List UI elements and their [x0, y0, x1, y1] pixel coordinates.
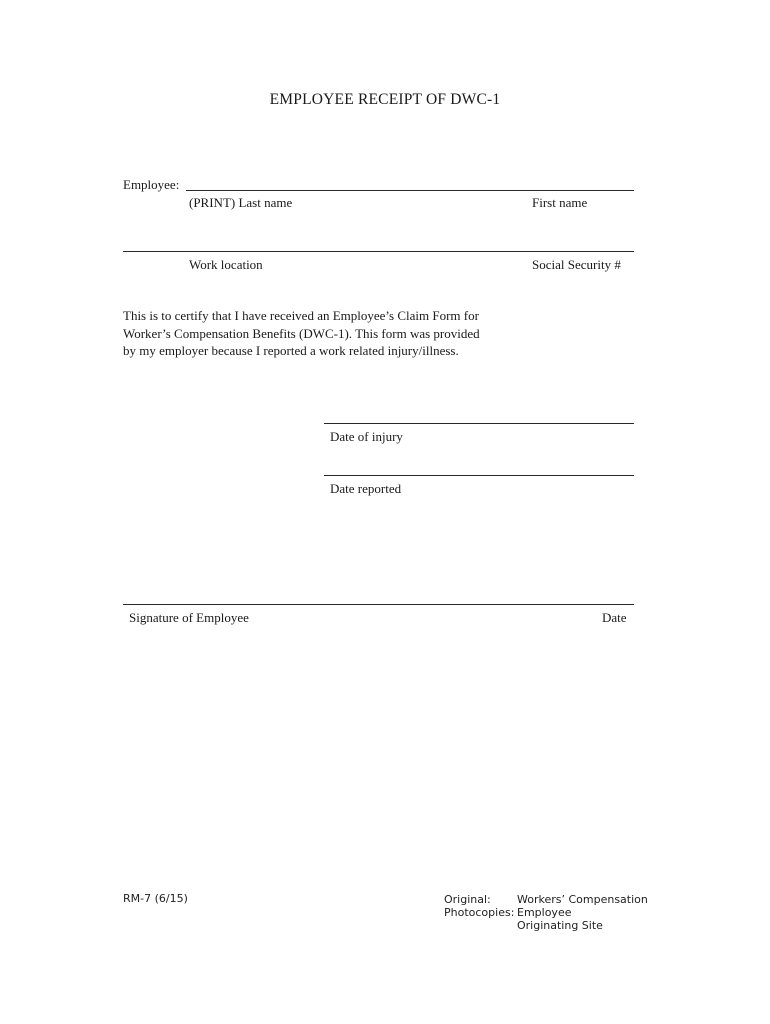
distribution-labels — [444, 893, 514, 919]
date-reported-caption: Date reported — [330, 481, 402, 496]
employee-name-line[interactable] — [186, 190, 634, 191]
work-location-caption: Work location — [189, 257, 263, 272]
date-of-injury-line[interactable] — [324, 423, 634, 424]
form-id: RM-7 (6/15) — [123, 892, 188, 905]
distribution-destinations — [517, 893, 648, 932]
date-of-injury-caption: Date of injury — [330, 429, 403, 444]
first-name-caption: First name — [532, 195, 588, 210]
employee-label: Employee: — [123, 177, 180, 192]
signature-line[interactable] — [123, 604, 634, 605]
original-destination: Workers’ Compensation — [517, 893, 648, 906]
original-label: Original: — [444, 893, 491, 906]
work-location-line[interactable] — [123, 251, 634, 252]
signature-caption: Signature of Employee — [129, 610, 249, 625]
photocopy-destination-employee: Employee — [517, 906, 572, 919]
date-reported-line[interactable] — [324, 475, 634, 476]
certification-paragraph: This is to certify that I have received an Employee’s Claim Form for Worker’s Compensation Benefits (DWC-1). This form was provided by my employer because I reported a work related injury/illness. — [123, 308, 480, 358]
form-title: EMPLOYEE RECEIPT OF DWC-1 — [269, 91, 501, 108]
signature-date-caption: Date — [602, 610, 627, 625]
photocopies-label: Photocopies: — [444, 906, 515, 919]
ssn-caption: Social Security # — [532, 257, 621, 272]
photocopy-destination-site: Originating Site — [517, 919, 603, 932]
last-name-caption: (PRINT) Last name — [189, 195, 293, 210]
